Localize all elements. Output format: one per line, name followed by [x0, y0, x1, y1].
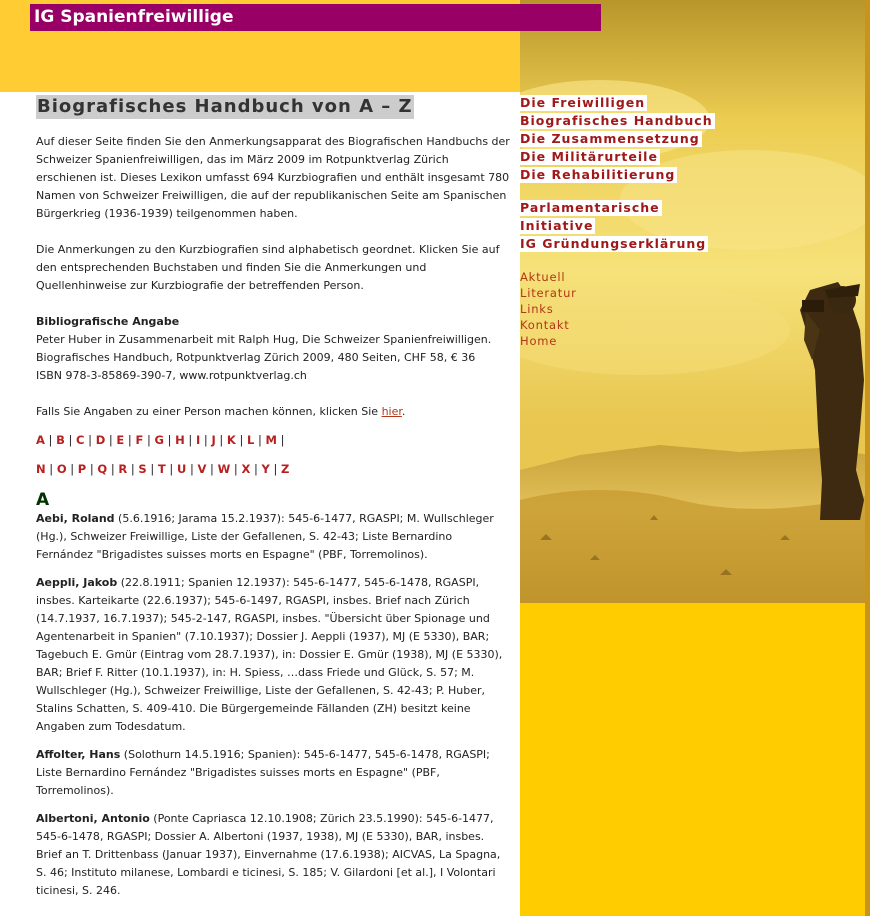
- entry-name: Aeppli, Jakob: [36, 576, 118, 589]
- letter-link-t[interactable]: T: [157, 462, 166, 476]
- letter-link-j[interactable]: J: [211, 433, 216, 447]
- entry-albertoni: [36, 810, 512, 900]
- right-edge-border: [865, 0, 870, 916]
- bibliography-heading: Bibliografische Angabe: [36, 315, 180, 328]
- nav-link-aktuell[interactable]: Aktuell: [520, 270, 566, 284]
- bibliography-line-2: Biografisches Handbuch, Rotpunktverlag Zürich 2009, 480 Seiten, CHF 58, € 36: [36, 351, 476, 364]
- page-title: Biografisches Handbuch von A – Z: [37, 96, 413, 117]
- nav-small-list: [520, 266, 577, 346]
- entry-aeppli: [36, 574, 512, 736]
- bibliography-line-3: ISBN 978-3-85869-390-7, www.rotpunktverlag.ch: [36, 369, 307, 382]
- entry-name: Albertoni, Antonio: [36, 812, 150, 825]
- letter-link-v[interactable]: V: [197, 462, 207, 476]
- letter-link-r[interactable]: R: [118, 462, 128, 476]
- contact-here-link[interactable]: hier: [381, 405, 402, 418]
- letter-link-h[interactable]: H: [175, 433, 185, 447]
- letter-link-a[interactable]: A: [36, 433, 45, 447]
- letter-link-y[interactable]: Y: [261, 462, 270, 476]
- letter-link-f[interactable]: F: [135, 433, 144, 447]
- letter-link-q[interactable]: Q: [97, 462, 108, 476]
- letter-link-k[interactable]: K: [226, 433, 236, 447]
- entry-text: (5.6.1916; Jarama 15.2.1937): 545-6-1477, RGASPI; M. Wullschleger (Hg.), Schweizer Freiwillige, Liste der Gefallenen, S. 42-43; Liste Bernardino Fernández "Brigadistes suisses morts en Espagne" (PBF, Torremolinos).: [36, 512, 494, 561]
- nav-link-initiative[interactable]: Initiative: [520, 218, 594, 233]
- letter-link-u[interactable]: U: [176, 462, 187, 476]
- letter-link-x[interactable]: X: [241, 462, 251, 476]
- entry-text: (Solothurn 14.5.1916; Spanien): 545-6-1477, 545-6-1478, RGASPI; Liste Bernardino Fernández "Brigadistes suisses morts en Espagne" (PBF, Torremolinos).: [36, 748, 490, 797]
- entry-text: (22.8.1911; Spanien 12.1937): 545-6-1477, 545-6-1478, RGASPI, insbes. Karteikarte (22.6.1937); 545-6-1497, RGASPI, insbes. Brief nach Zürich (14.7.1937, 16.7.1937); 545-2-147, RGASPI, insbes. "Übersicht über Spionage und Agentenarbeit in Spanien" (7.10.1937); Dossier J. Aeppli (1937), MJ (E 5330), BAR; Tagebuch E. Gmür (Eintrag vom 28.7.1937), in: Dossier E. Gmür (1938), MJ (E 5330), BAR; Brief F. Ritter (10.1.1937), in: H. Spiess, …dass Friede und Glück, S. 57; M. Wullschleger (Hg.), Schweizer Freiwillige, Liste der Gefallenen, S. 42-43; P. Huber, Stalins Schatten, S. 409-410. Die Bürgergemeinde Fällanden (ZH) besitzt keine Angaben zum Todesdatum.: [36, 576, 503, 733]
- contact-paragraph: [36, 403, 512, 421]
- nav-link-die-militaerurteile[interactable]: Die Militärurteile: [520, 149, 658, 164]
- entry-text: (Ponte Capriasca 12.10.1908; Zürich 23.5.1990): 545-6-1477, 545-6-1478, RGASPI; Dossier A. Albertoni (1937, 1938), MJ (E 5330), BAR, insbes. Brief an T. Drittenbass (Januar 1937), Einvernahme (17.6.1938); AICVAS, La Spagna, S. 46; Instituto milanese, Lombardi e ticinesi, S. 185; V. Gilardoni [et al.], I Volontari ticinesi, S. 246.: [36, 812, 501, 897]
- letter-link-g[interactable]: G: [154, 433, 164, 447]
- letter-link-b[interactable]: B: [56, 433, 65, 447]
- letter-link-w[interactable]: W: [217, 462, 231, 476]
- nav-link-die-zusammensetzung[interactable]: Die Zusammensetzung: [520, 131, 700, 146]
- site-title[interactable]: IG Spanienfreiwillige: [30, 4, 601, 31]
- letter-link-i[interactable]: I: [195, 433, 201, 447]
- entry-affolter: [36, 746, 512, 800]
- intro-paragraph-1: Auf dieser Seite finden Sie den Anmerkungsapparat des Biografischen Handbuchs der Schweizer Spanienfreiwilligen, das im März 2009 im Rotpunktverlag Zürich erschienen ist. Dieses Lexikon umfasst 694 Kurzbiografien und enthält insgesamt 780 Namen von Schweizer Freiwilligen, die auf der republikanischen Seite am Spanischen Bürgerkrieg (1936-1939) teilgenommen haben.: [36, 135, 510, 220]
- letter-link-l[interactable]: L: [247, 433, 255, 447]
- letter-link-p[interactable]: P: [77, 462, 87, 476]
- sidebar-nav: [520, 92, 865, 348]
- letter-index-row-2: N | O | P | Q | R | S | T | U | V | W | X | Y | Z: [36, 462, 290, 476]
- nav-link-die-rehabilitierung[interactable]: Die Rehabilitierung: [520, 167, 676, 182]
- nav-link-parlamentarische[interactable]: Parlamentarische: [520, 200, 660, 215]
- letter-link-n[interactable]: N: [36, 462, 46, 476]
- letter-index-row-1: A | B | C | D | E | F | G | H | I | J | K | L | M |: [36, 433, 285, 447]
- main-content: [36, 95, 512, 900]
- entry-aebi: [36, 510, 512, 564]
- bibliography-block: [36, 313, 512, 385]
- nav-link-links[interactable]: Links: [520, 302, 554, 316]
- entry-name: Aebi, Roland: [36, 512, 115, 525]
- letter-link-s[interactable]: S: [138, 462, 147, 476]
- letter-link-m[interactable]: M: [265, 433, 277, 447]
- section-letter-heading: A: [36, 490, 50, 510]
- letter-link-z[interactable]: Z: [281, 462, 290, 476]
- bibliography-line-1: Peter Huber in Zusammenarbeit mit Ralph Hug, Die Schweizer Spanienfreiwilligen.: [36, 333, 492, 346]
- contact-text: Falls Sie Angaben zu einer Person machen können, klicken Sie: [36, 405, 382, 418]
- contact-end: .: [401, 405, 406, 418]
- letter-link-d[interactable]: D: [95, 433, 106, 447]
- nav-link-home[interactable]: Home: [520, 334, 558, 348]
- nav-link-kontakt[interactable]: Kontakt: [520, 318, 570, 332]
- nav-link-ig-gruendungserklaerung[interactable]: IG Gründungserklärung: [520, 236, 707, 251]
- letter-link-e[interactable]: E: [116, 433, 125, 447]
- nav-main-list: [520, 92, 865, 182]
- nav-link-biografisches-handbuch[interactable]: Biografisches Handbuch: [520, 113, 713, 128]
- letter-link-c[interactable]: C: [76, 433, 85, 447]
- nav-link-literatur[interactable]: Literatur: [520, 286, 577, 300]
- nav-link-die-freiwilligen[interactable]: Die Freiwilligen: [520, 95, 646, 110]
- nav-secondary-list: [520, 197, 865, 251]
- letter-link-o[interactable]: O: [56, 462, 67, 476]
- entry-name: Affolter, Hans: [36, 748, 121, 761]
- intro-paragraph-2: Die Anmerkungen zu den Kurzbiografien sind alphabetisch geordnet. Klicken Sie auf den entsprechenden Buchstaben und finden Sie die Anmerkungen und Quellenhinweise zur Kurzbiografie der betreffenden Person.: [36, 243, 500, 292]
